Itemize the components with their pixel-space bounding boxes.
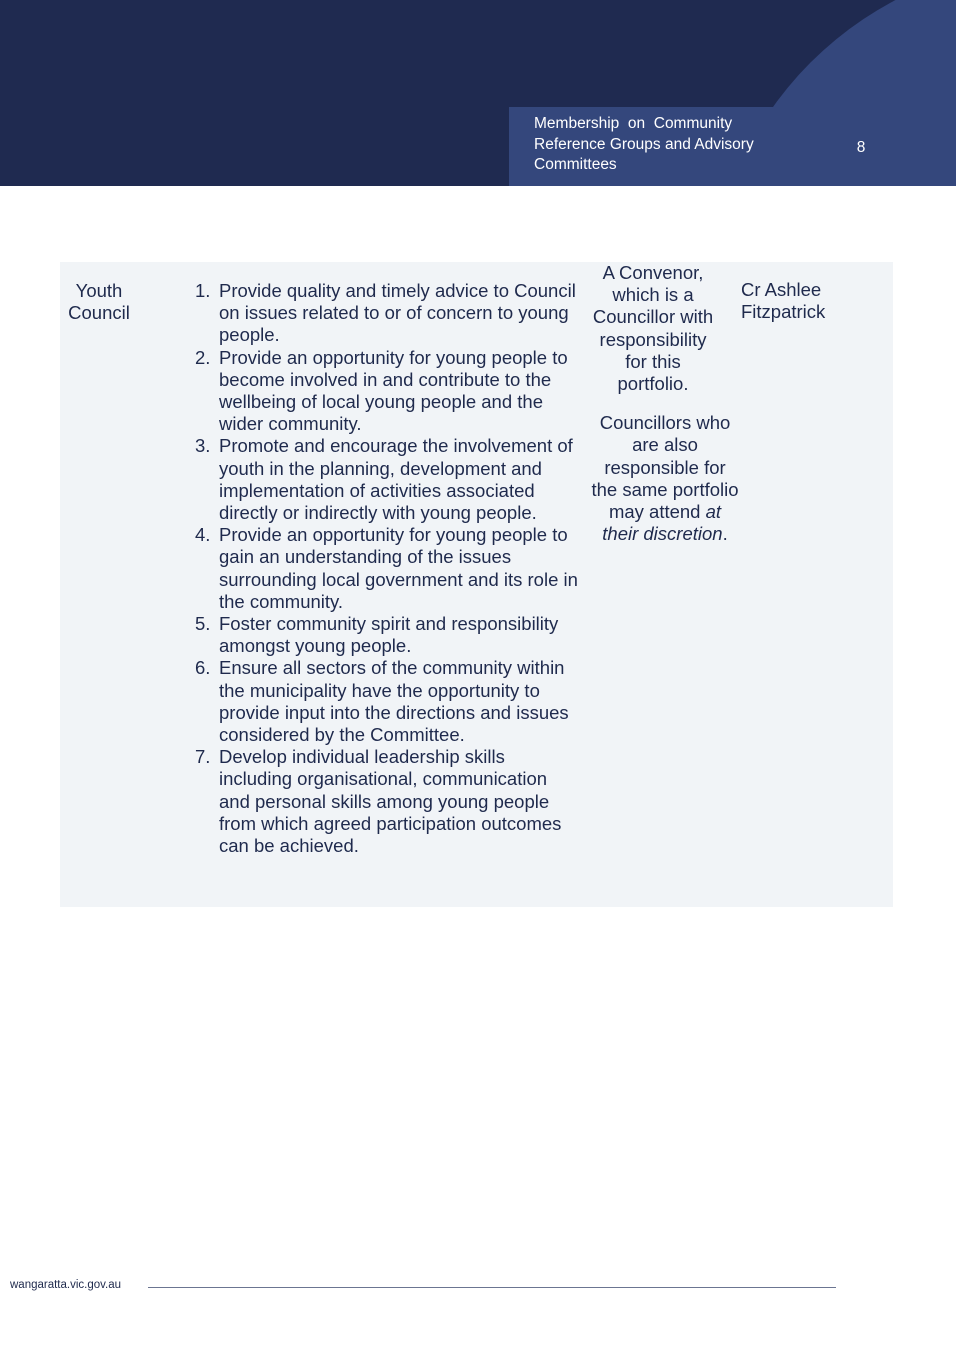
committee-name: Youth Council — [68, 280, 130, 324]
committee-membership — [590, 262, 740, 545]
purpose-list-item — [190, 347, 580, 436]
purpose-text: Develop individual leadership skills including organisational, communication and personal skills among young people from which agreed participation outcomes can be achieved. — [219, 746, 562, 857]
document-title-line: Committees — [534, 156, 617, 173]
purpose-number: 2. — [195, 346, 211, 368]
document-title-line: Reference Groups and Advisory — [534, 135, 754, 153]
membership-councillors — [590, 412, 740, 545]
purpose-list-item — [190, 657, 580, 746]
purpose-number: 4. — [195, 524, 211, 546]
purpose-text: Provide quality and timely advice to Council on issues related to or of concern to young people. — [219, 280, 576, 346]
purpose-number: 7. — [195, 746, 211, 768]
purpose-number: 1. — [195, 280, 211, 301]
purpose-list — [190, 280, 580, 857]
purpose-text: Provide an opportunity for young people to gain an understanding of the issues surrounding local government and its role in the community. — [219, 524, 578, 612]
membership-period: . — [722, 523, 728, 545]
membership-convenor: A Convenor, which is a Councillor with responsibility for this portfolio. — [592, 262, 714, 395]
council-delegate: Cr Ashlee Fitzpatrick — [741, 279, 826, 323]
membership-discretion-text: at their discretion — [602, 501, 723, 545]
committee-purpose — [190, 280, 580, 857]
document-title-line: Membership on Community — [534, 115, 733, 132]
membership-councillors-text: Councillors who are also responsible for the same portfolio may attend — [591, 412, 739, 523]
purpose-list-item — [190, 524, 580, 613]
footer-website: wangaratta.vic.gov.au — [10, 1279, 122, 1291]
document-title — [534, 114, 784, 176]
purpose-number: 3. — [195, 435, 211, 457]
purpose-list-item — [190, 280, 580, 347]
purpose-number: 6. — [195, 657, 211, 679]
purpose-text: Foster community spirit and responsibility amongst young people. — [219, 613, 559, 657]
purpose-number: 5. — [195, 613, 211, 635]
page-header — [0, 0, 956, 186]
purpose-list-item — [190, 435, 580, 524]
purpose-text: Ensure all sectors of the community within the municipality have the opportunity to provide input into the directions and issues considered by the Committee. — [219, 657, 569, 746]
purpose-list-item — [190, 746, 580, 857]
page-number: 8 — [856, 139, 866, 156]
purpose-text: Provide an opportunity for young people to become involved in and contribute to the wellbeing of local young people and the wider community. — [219, 346, 568, 435]
footer-divider — [148, 1287, 836, 1288]
purpose-text: Promote and encourage the involvement of youth in the planning, development and implementation of activities associated directly or indirectly with young people. — [219, 435, 573, 524]
purpose-list-item — [190, 613, 580, 657]
